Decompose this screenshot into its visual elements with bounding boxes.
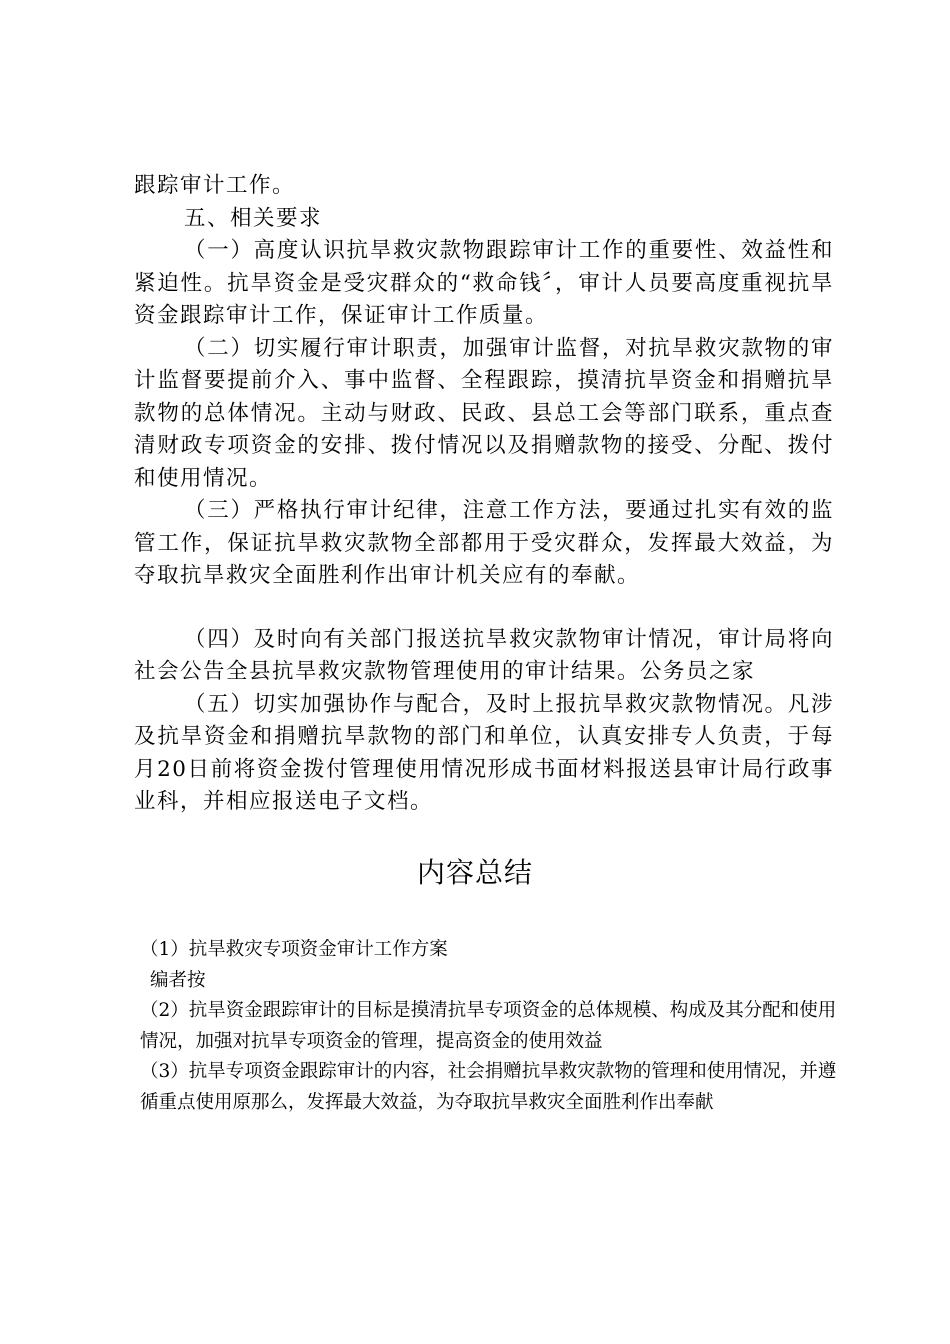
- paragraph-requirement-3: （三）严格执行审计纪律，注意工作方法，要通过扎实有效的监管工作，保证抗旱救灾款物全部都用于受灾群众，发挥最大效益，为夺取抗旱救灾全面胜利作出审计机关应有的奉献。: [134, 498, 834, 588]
- summary-item: （2）抗旱资金跟踪审计的目标是摸清抗旱专项资金的总体规模、构成及其分配和使用情况，加强对抗旱专项资金的管理，提高资金的使用效益: [140, 1000, 837, 1052]
- summary-item: （1）抗旱救灾专项资金审计工作方案: [140, 939, 448, 960]
- paragraph-requirement-5: （五）切实加强协作与配合，及时上报抗旱救灾款物情况。凡涉及抗旱资金和捐赠抗旱款物的部门和单位，认真安排专人负责，于每月20日前将资金拨付管理使用情况形成书面材料报送县审计局行政事业科，并相应报送电子文档。: [134, 691, 834, 814]
- section-heading: 五、相关要求: [184, 205, 323, 231]
- paragraph-continuation: 跟踪审计工作。: [134, 173, 296, 198]
- paragraph-requirement-1: （一）高度认识抗旱救灾款物跟踪审计工作的重要性、效益性和紧迫性。抗旱资金是受灾群众的“救命钱〞，审计人员要高度重视抗旱资金跟踪审计工作，保证审计工作质量。: [134, 238, 834, 328]
- body-text: [134, 170, 834, 819]
- summary-title: 内容总结: [416, 856, 533, 889]
- summary-item: 编者按: [150, 969, 206, 991]
- paragraph-requirement-2: （二）切实履行审计职责，加强审计监督，对抗旱救灾款物的审计监督要提前介入、事中监督、全程跟踪，摸清抗旱资金和捐赠抗旱款物的总体情况。主动与财政、民政、县总工会等部门联系，重点查清财政专项资金的安排、拨付情况以及捐赠款物的接受、分配、拨付和使用情况。: [134, 335, 834, 491]
- paragraph-gap: [134, 593, 834, 624]
- summary-list: [140, 935, 840, 1118]
- paragraph-requirement-4: （四）及时向有关部门报送抗旱救灾款物审计情况，审计局将向社会公告全县抗旱救灾款物管理使用的审计结果。公务员之家: [134, 626, 834, 684]
- summary-item: （3）抗旱专项资金跟踪审计的内容，社会捐赠抗旱救灾款物的管理和使用情况，并遵循重点使用原那么，发挥最大效益，为夺取抗旱救灾全面胜利作出奉献: [140, 1061, 837, 1113]
